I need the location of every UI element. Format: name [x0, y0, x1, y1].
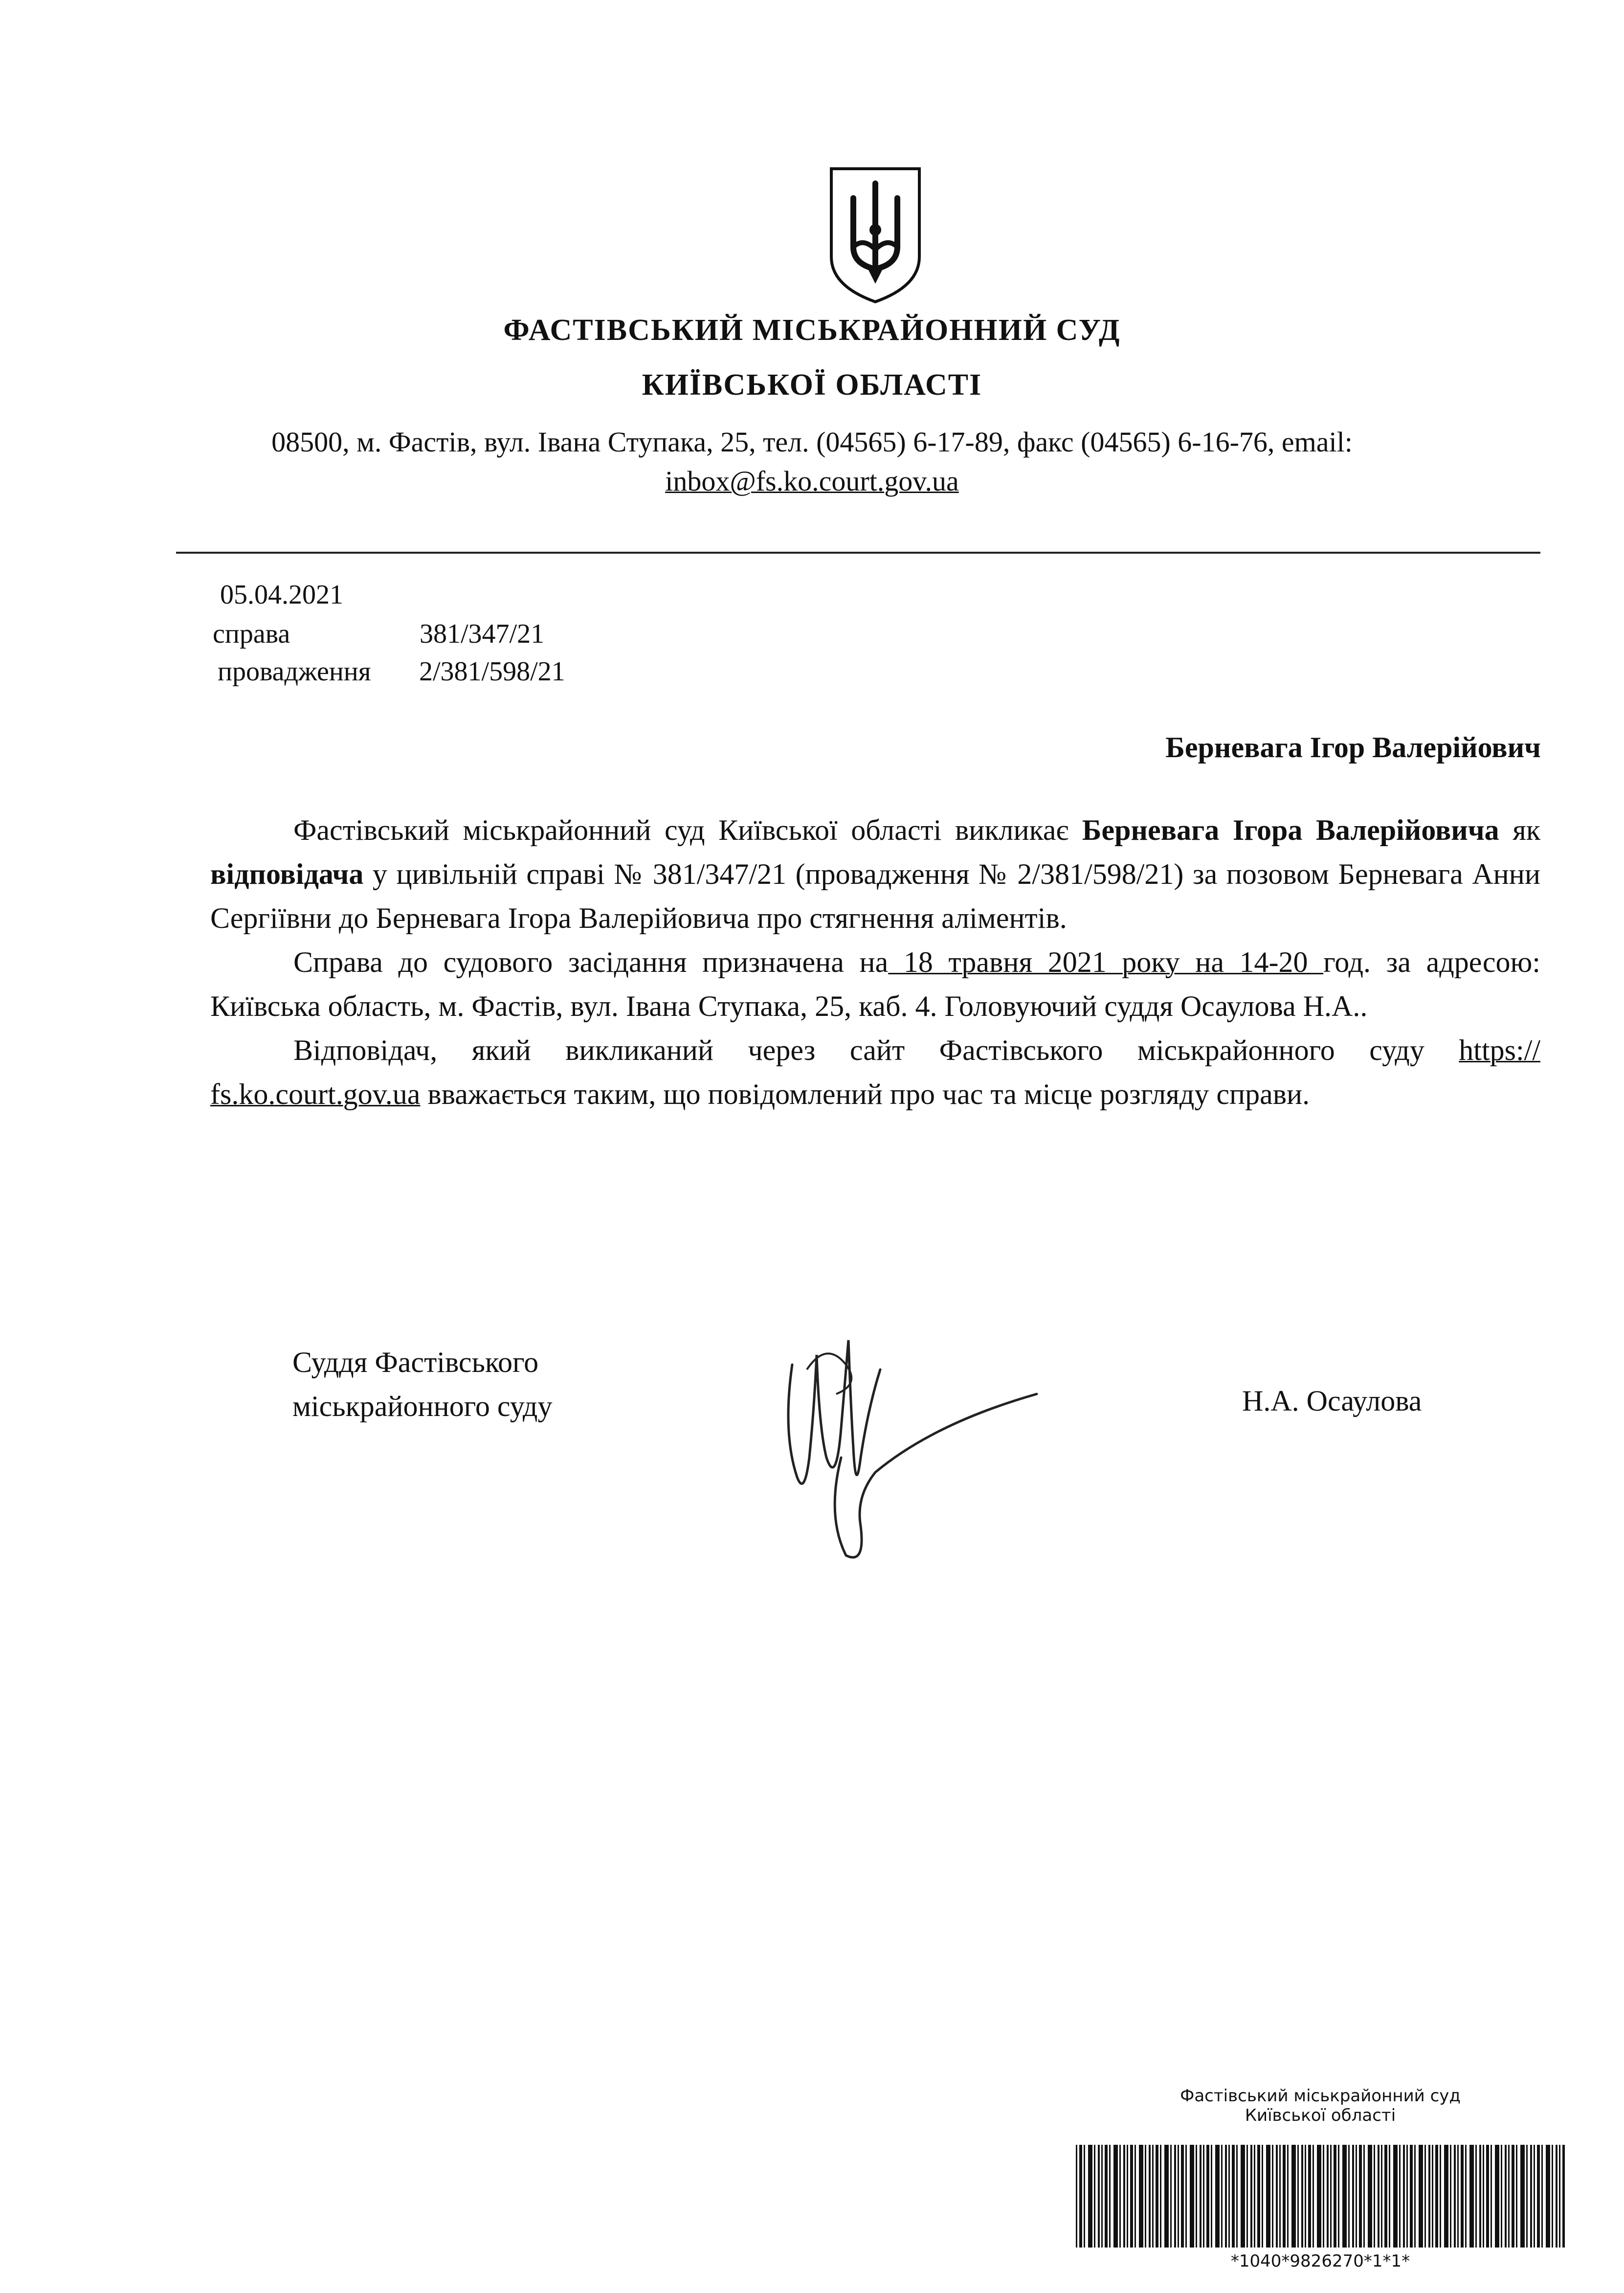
barcode-bar — [1160, 2145, 1161, 2248]
summons-paragraph: Фастівський міськрайонний суд Київської області викликає Берневага Ігора Валерійовича як відповідача у цивільній справі № 381/347/21 (провадження № 2/381/598/21) за позовом Берневага Анни Сергіївни до Берневага Ігора Валерійовича про стягнення аліментів. — [210, 814, 1540, 934]
barcode-bar — [1406, 2145, 1408, 2248]
barcode-bar — [1170, 2145, 1172, 2248]
barcode-bar — [1356, 2145, 1357, 2248]
barcode-bar — [1495, 2145, 1499, 2248]
barcode-bar — [1378, 2145, 1379, 2248]
barcode-bar — [1149, 2145, 1151, 2248]
barcode-bar — [1559, 2145, 1560, 2248]
barcode-bar — [1232, 2145, 1235, 2248]
barcode-bar — [1291, 2145, 1296, 2248]
court-address: 08500, м. Фастів, вул. Івана Ступака, 25, тел. (04565) 6-17-89, факс (04565) 6-16-76, email: — [271, 426, 1353, 458]
barcode-bar — [1215, 2145, 1220, 2248]
barcode-bar — [1435, 2145, 1438, 2248]
letter-body — [210, 808, 1540, 1116]
barcode-bar — [1236, 2145, 1238, 2248]
barcode-bar — [1552, 2145, 1553, 2248]
barcode-bar — [1505, 2145, 1507, 2248]
barcode-bar — [1283, 2145, 1286, 2248]
judge-name: Н.А. Осаулова — [1242, 1385, 1422, 1417]
barcode-bar — [1512, 2145, 1514, 2248]
barcode-bar — [1381, 2145, 1382, 2248]
barcode-bar — [1317, 2145, 1321, 2248]
barcode-bar — [1508, 2145, 1510, 2248]
barcode-bar — [1444, 2145, 1448, 2248]
barcode-bar — [1368, 2145, 1372, 2248]
barcode-bar — [1483, 2145, 1484, 2248]
barcode-bar — [1334, 2145, 1336, 2248]
barcode-bar — [1246, 2145, 1248, 2248]
barcode-bar — [1313, 2145, 1314, 2248]
barcode-number: *1040*9826270*1*1* — [1230, 2251, 1410, 2271]
barcode-bar — [1308, 2145, 1311, 2248]
barcode-bar — [1486, 2145, 1489, 2248]
barcode-bar — [1098, 2145, 1100, 2248]
barcode-bar — [1101, 2145, 1103, 2248]
barcode-bar — [1530, 2145, 1532, 2248]
barcode-bar — [1135, 2145, 1136, 2248]
barcode-bar — [1272, 2145, 1273, 2248]
barcode-bar — [1250, 2145, 1252, 2248]
barcode-bar — [1342, 2145, 1347, 2248]
barcode-bar — [1094, 2145, 1095, 2248]
case-label: справа — [213, 619, 290, 649]
barcode-bar — [1123, 2145, 1125, 2248]
barcode-bar — [1440, 2145, 1441, 2248]
defendant-role: відповідача — [210, 858, 364, 890]
barcode-bar — [1262, 2145, 1263, 2248]
barcode-bar — [1139, 2145, 1143, 2248]
hearing-paragraph: Справа до судового засідання призначена на 18 травня 2021 року на 14-20 год. за адресою: Київська область, м. Фастів, вул. Івана Ступака, 25, каб. 4. Головуючий суддя Осаулова Н.А.. — [210, 946, 1541, 1022]
barcode-bar — [1241, 2145, 1245, 2248]
barcode-bar — [1301, 2145, 1303, 2248]
barcode-bar — [1079, 2145, 1082, 2248]
court-website-link[interactable]: https:// fs.ko.court.gov.ua — [210, 1034, 1540, 1110]
barcode-bar — [1276, 2145, 1278, 2248]
defendant-name: Берневага Ігора Валерійовича — [1082, 814, 1499, 846]
barcode-bar — [1076, 2145, 1077, 2248]
barcode-bar — [1203, 2145, 1204, 2248]
barcode-bar — [1534, 2145, 1535, 2248]
barcode-bar — [1389, 2145, 1390, 2248]
barcode-bar — [1228, 2145, 1230, 2248]
barcode-bar — [1501, 2145, 1502, 2248]
addressee-name: Берневага Ігор Валерійович — [1165, 731, 1541, 764]
barcode-bar — [1465, 2145, 1467, 2248]
barcode-bar — [1196, 2145, 1197, 2248]
barcode-bar — [1352, 2145, 1354, 2248]
barcode-bar — [1384, 2145, 1387, 2248]
barcode-bar — [1475, 2145, 1477, 2248]
barcode-bar — [1211, 2145, 1212, 2248]
stamp-court-name: Фастівський міськрайонний суд — [1180, 2086, 1461, 2106]
barcode-bar — [1109, 2145, 1111, 2248]
barcode-bar — [1279, 2145, 1281, 2248]
barcode-bar — [1359, 2145, 1362, 2248]
barcode-bar — [1178, 2145, 1179, 2248]
barcode-bar — [1190, 2145, 1194, 2248]
coat-of-arms-icon — [826, 164, 924, 306]
stamp-region: Київської області — [1245, 2106, 1396, 2125]
barcode-bar — [1520, 2145, 1525, 2248]
barcode-bar — [1432, 2145, 1433, 2248]
barcode-bar — [1403, 2145, 1405, 2248]
barcode-bar — [1428, 2145, 1430, 2248]
barcode-bar — [1410, 2145, 1413, 2248]
barcode-bar — [1088, 2145, 1092, 2248]
barcode-bar — [1206, 2145, 1209, 2248]
barcode-bar — [1491, 2145, 1492, 2248]
barcode-bar — [1225, 2145, 1227, 2248]
barcode-bar — [1526, 2145, 1528, 2248]
barcode-bar — [1119, 2145, 1121, 2248]
barcode-bar — [1556, 2145, 1557, 2248]
barcode-bar — [1145, 2145, 1146, 2248]
barcode-bar — [1454, 2145, 1456, 2248]
barcode-bar — [1257, 2145, 1260, 2248]
barcode-bar — [1327, 2145, 1329, 2248]
court-name: ФАСТІВСЬКИЙ МІСЬКРАЙОННИЙ СУД — [503, 314, 1121, 347]
proceeding-label: провадження — [218, 656, 371, 687]
registration-stamp — [1076, 2086, 1565, 2282]
barcode-bar — [1419, 2145, 1423, 2248]
barcode-icon — [1076, 2145, 1565, 2248]
barcode-bar — [1200, 2145, 1201, 2248]
barcode-bar — [1516, 2145, 1517, 2248]
barcode-bar — [1266, 2145, 1270, 2248]
header-divider — [176, 552, 1540, 554]
notice-paragraph: Відповідач, який викликаний через сайт Фастівського міськрайонного суду https:// fs.ko.court.gov.ua вважається таким, що повідомлений про час та місце розгляду справи. — [210, 1034, 1540, 1110]
hearing-date: 18 травня 2021 року на 14-20 — [888, 946, 1324, 978]
barcode-bar — [1546, 2145, 1550, 2248]
barcode-bar — [1130, 2145, 1133, 2248]
barcode-bar — [1221, 2145, 1223, 2248]
barcode-bar — [1181, 2145, 1184, 2248]
proceeding-number: 2/381/598/21 — [419, 656, 565, 687]
barcode-bar — [1297, 2145, 1299, 2248]
barcode-bar — [1127, 2145, 1128, 2248]
barcode-bar — [1450, 2145, 1451, 2248]
signature-title: Суддя Фастівського міськрайонного суду — [292, 1346, 553, 1422]
barcode-bar — [1414, 2145, 1416, 2248]
barcode-bar — [1374, 2145, 1375, 2248]
barcode-bar — [1424, 2145, 1426, 2248]
barcode-bar — [1348, 2145, 1350, 2248]
court-region: КИЇВСЬКОЇ ОБЛАСТІ — [642, 368, 982, 402]
barcode-bar — [1330, 2145, 1332, 2248]
barcode-bar — [1164, 2145, 1169, 2248]
barcode-bar — [1185, 2145, 1187, 2248]
barcode-bar — [1338, 2145, 1339, 2248]
court-email-line — [0, 465, 1624, 497]
barcode-bar — [1479, 2145, 1481, 2248]
barcode-bar — [1393, 2145, 1398, 2248]
barcode-bar — [1562, 2145, 1565, 2248]
barcode-bar — [1537, 2145, 1540, 2248]
barcode-bar — [1461, 2145, 1464, 2248]
barcode-bar — [1113, 2145, 1118, 2248]
case-number: 381/347/21 — [420, 619, 545, 649]
barcode-bar — [1254, 2145, 1255, 2248]
barcode-bar — [1469, 2145, 1474, 2248]
barcode-bar — [1323, 2145, 1324, 2248]
barcode-bar — [1156, 2145, 1158, 2248]
handwritten-signature — [763, 1311, 1056, 1565]
barcode-bar — [1363, 2145, 1365, 2248]
barcode-bar — [1457, 2145, 1459, 2248]
court-email-link[interactable]: inbox@fs.ko.court.gov.ua — [665, 465, 959, 497]
barcode-bar — [1084, 2145, 1085, 2248]
barcode-bar — [1399, 2145, 1401, 2248]
barcode-bar — [1541, 2145, 1543, 2248]
barcode-bar — [1105, 2145, 1108, 2248]
barcode-bar — [1152, 2145, 1154, 2248]
barcode-bar — [1174, 2145, 1176, 2248]
letter-date: 05.04.2021 — [220, 580, 343, 610]
barcode-bar — [1287, 2145, 1289, 2248]
barcode-bar — [1305, 2145, 1306, 2248]
